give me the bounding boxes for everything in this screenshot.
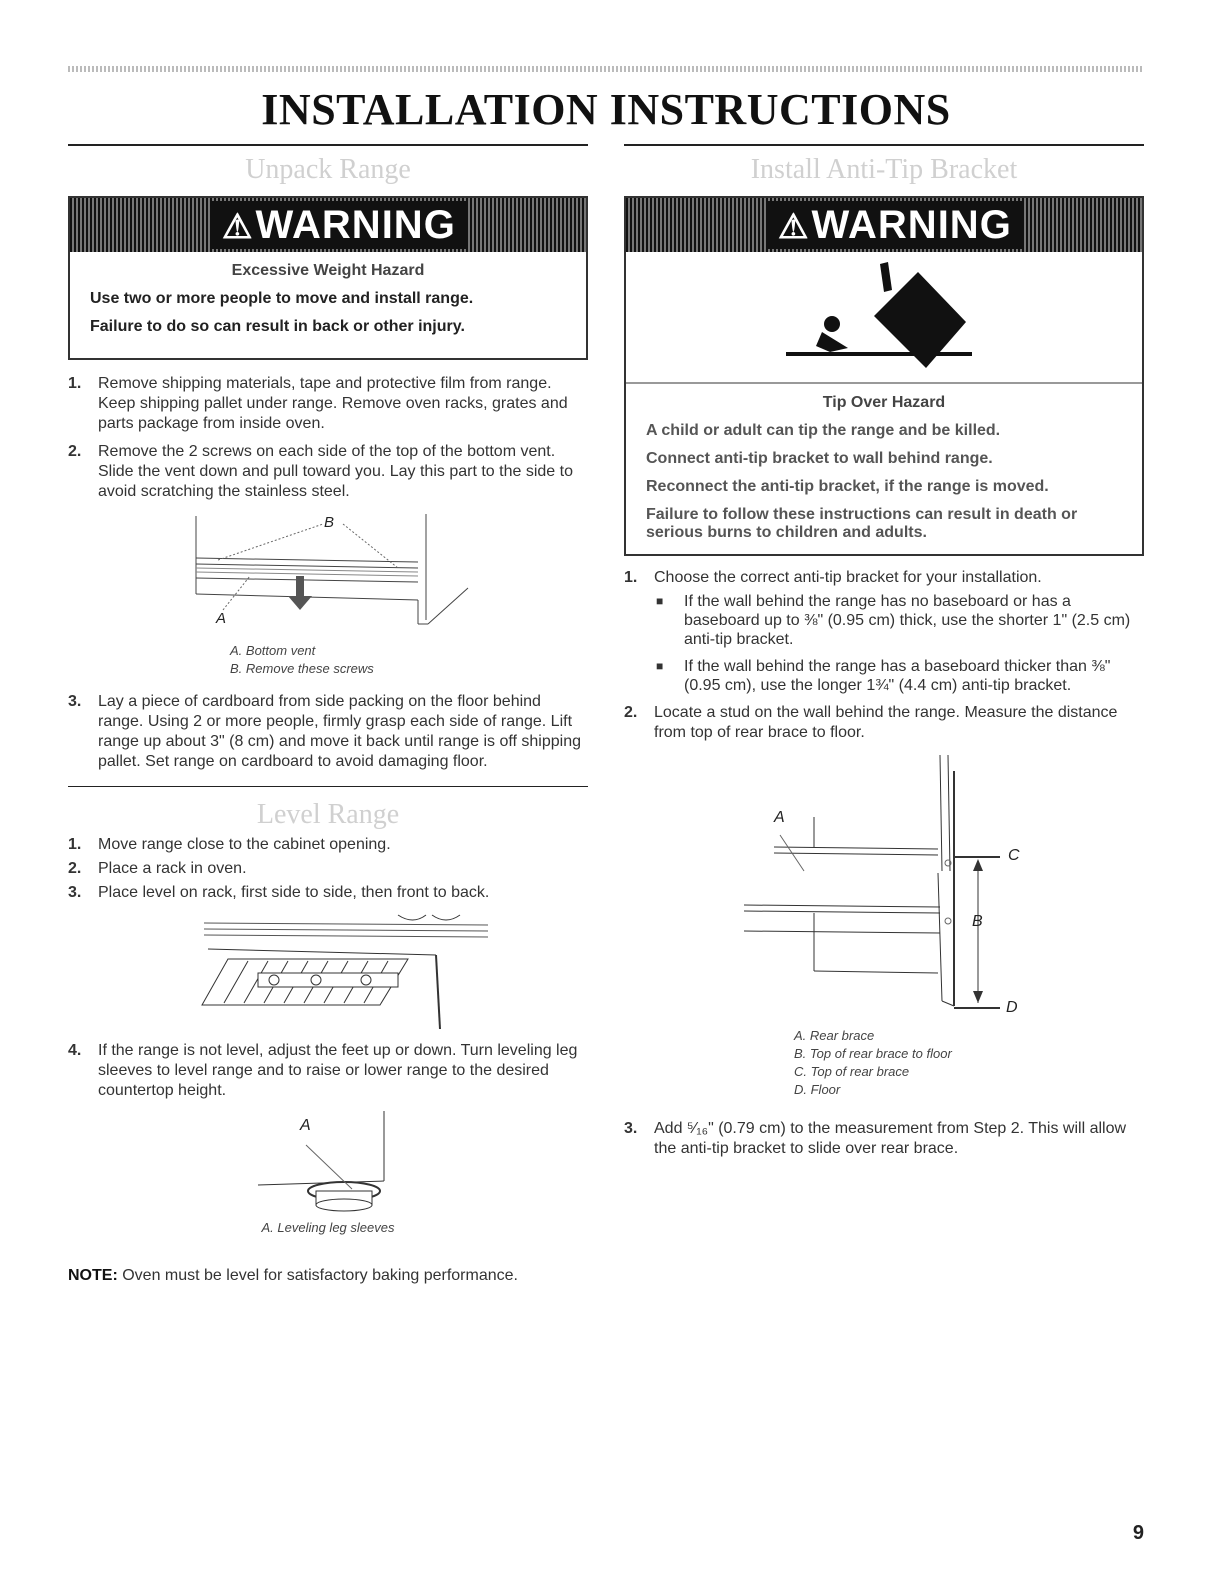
list-item <box>68 692 588 772</box>
step-number: 4. <box>68 1042 82 1059</box>
step-number: 2. <box>68 860 82 877</box>
list-item <box>68 442 588 502</box>
step-number: 1. <box>68 836 82 853</box>
caption-line: D. Floor <box>794 1082 841 1097</box>
warning-line: Failure to follow these instructions can result in death or serious burns to children and adults. <box>646 506 1078 541</box>
hazard-title: Excessive Weight Hazard <box>231 262 425 279</box>
list-item <box>68 1041 588 1101</box>
section-rule <box>68 144 588 146</box>
figure-label-a: A <box>774 809 785 826</box>
caption-line: A. Leveling leg sleeves <box>261 1220 395 1235</box>
bullet-text: If the wall behind the range has no baseboard or has a baseboard up to ⅜" (0.95 cm) thick, use the shorter 1" (2.5 cm) anti-tip bracket. <box>684 593 1131 648</box>
warning-line: Reconnect the anti-tip bracket, if the range is moved. <box>646 478 1049 495</box>
tip-over-warning-box <box>624 196 1144 556</box>
level-range-heading: Level Range <box>256 799 400 830</box>
list-item <box>68 859 588 879</box>
page-number: 9 <box>1132 1522 1144 1544</box>
weight-warning-box <box>68 196 588 360</box>
step-number: 1. <box>624 569 638 586</box>
list-item <box>68 835 588 855</box>
right-column <box>624 144 1144 1167</box>
bullet-item <box>654 657 1144 695</box>
figure-caption <box>624 1027 1144 1099</box>
warning-banner <box>626 198 1142 252</box>
bullet-item <box>654 592 1144 649</box>
unpack-steps-continued <box>68 692 588 772</box>
step-text: Place a rack in oven. <box>98 860 247 877</box>
anti-tip-steps <box>624 568 1144 588</box>
top-dotted-rule <box>68 66 1144 72</box>
bullet-icon: ■ <box>656 659 664 673</box>
oven-rack-level-figure <box>68 909 588 1029</box>
step-number: 1. <box>68 375 82 392</box>
tip-over-pictogram <box>626 252 1142 384</box>
figure-caption <box>68 1219 588 1237</box>
warning-banner <box>70 198 586 252</box>
leveling-leg-figure <box>68 1109 588 1213</box>
step-text: Lay a piece of cardboard from side packing on the floor behind range. Using 2 or more people, firmly grasp each side of range. Lift range up about 3" (8 cm) and move it back until range is off shipping pallet. Set range on cardboard to avoid damaging floor. <box>98 693 581 770</box>
bottom-vent-figure <box>68 510 588 636</box>
step-number: 3. <box>624 1120 638 1137</box>
note-text: Oven must be level for satisfactory baking performance. <box>117 1267 518 1284</box>
unpack-steps <box>68 374 588 502</box>
hazard-title: Tip Over Hazard <box>822 394 946 411</box>
warning-line: Connect anti-tip bracket to wall behind range. <box>646 450 993 467</box>
figure-caption <box>68 642 588 678</box>
anti-tip-steps-final <box>624 1119 1144 1159</box>
step-text: Add ⁵⁄₁₆" (0.79 cm) to the measurement from Step 2. This will allow the anti-tip bracket to slide over rear brace. <box>654 1120 1127 1157</box>
caption-line: A. Bottom vent <box>230 643 316 658</box>
level-steps <box>68 835 588 903</box>
step-number: 2. <box>68 443 82 460</box>
list-item <box>624 703 1144 743</box>
oven-rack-illustration <box>68 909 588 1029</box>
figure-label-b: B <box>972 913 983 930</box>
warning-text: WARNING <box>255 203 456 247</box>
step-text: Locate a stud on the wall behind the range. Measure the distance from top of rear brace to floor. <box>654 704 1118 741</box>
step-number: 2. <box>624 704 638 721</box>
bullet-icon: ■ <box>656 594 664 608</box>
caption-line: C. Top of rear brace <box>794 1064 910 1079</box>
anti-tip-steps-continued <box>624 703 1144 743</box>
figure-label-a: A <box>216 610 227 627</box>
figure-label-a: A <box>300 1117 311 1134</box>
caption-line: B. Remove these screws <box>230 661 374 676</box>
bullet-text: If the wall behind the range has a baseboard thicker than ⅜" (0.95 cm), use the longer 1¾" (4.4 cm) anti-tip bracket. <box>684 658 1111 694</box>
rear-brace-figure <box>624 751 1144 1021</box>
step-text: Choose the correct anti-tip bracket for your installation. <box>654 569 1042 586</box>
step-text: Remove the 2 screws on each side of the top of the bottom vent. Slide the vent down and pull toward you. Lay this part to the side to avoid scratching the stainless steel. <box>98 443 573 500</box>
step-text: Remove shipping materials, tape and protective film from range. Keep shipping pallet under range. Remove oven racks, grates and parts package from inside oven. <box>98 375 568 432</box>
warning-body <box>626 384 1142 554</box>
level-note <box>68 1267 588 1285</box>
tipping-range-icon <box>626 252 1142 382</box>
figure-label-d: D <box>1006 999 1018 1016</box>
list-item <box>68 883 588 903</box>
caption-line: B. Top of rear brace to floor <box>794 1046 952 1061</box>
warning-label <box>210 201 468 249</box>
section-rule <box>68 786 588 787</box>
list-item <box>68 374 588 434</box>
step-number: 3. <box>68 884 82 901</box>
list-item <box>624 1119 1144 1159</box>
figure-label-b: B <box>324 514 335 531</box>
anti-tip-heading: Install Anti-Tip Bracket <box>750 154 1018 185</box>
step-text: If the range is not level, adjust the feet up or down. Turn leveling leg sleeves to level range and to raise or lower range to the desired countertop height. <box>98 1042 578 1099</box>
section-rule <box>624 144 1144 146</box>
warning-line: Use two or more people to move and install range. <box>90 290 474 307</box>
left-column <box>68 144 588 1285</box>
warning-line: A child or adult can tip the range and be killed. <box>646 422 1001 439</box>
figure-label-c: C <box>1008 847 1020 864</box>
rear-brace-illustration <box>624 751 1144 1021</box>
note-label: NOTE: <box>68 1267 118 1284</box>
level-steps-continued <box>68 1041 588 1101</box>
step-text: Place level on rack, first side to side, then front to back. <box>98 884 490 901</box>
list-item <box>624 568 1144 588</box>
step-text: Move range close to the cabinet opening. <box>98 836 391 853</box>
unpack-range-heading: Unpack Range <box>245 154 411 185</box>
warning-text: WARNING <box>811 203 1012 247</box>
warning-triangle-icon: ⚠ <box>222 208 254 246</box>
warning-triangle-icon: ⚠ <box>778 208 810 246</box>
step-number: 3. <box>68 693 82 710</box>
page-title: INSTALLATION INSTRUCTIONS <box>261 85 951 134</box>
leveling-leg-illustration <box>68 1109 588 1213</box>
warning-body <box>70 252 586 358</box>
warning-label <box>766 201 1024 249</box>
caption-line: A. Rear brace <box>794 1028 875 1043</box>
warning-line: Failure to do so can result in back or other injury. <box>90 318 465 335</box>
